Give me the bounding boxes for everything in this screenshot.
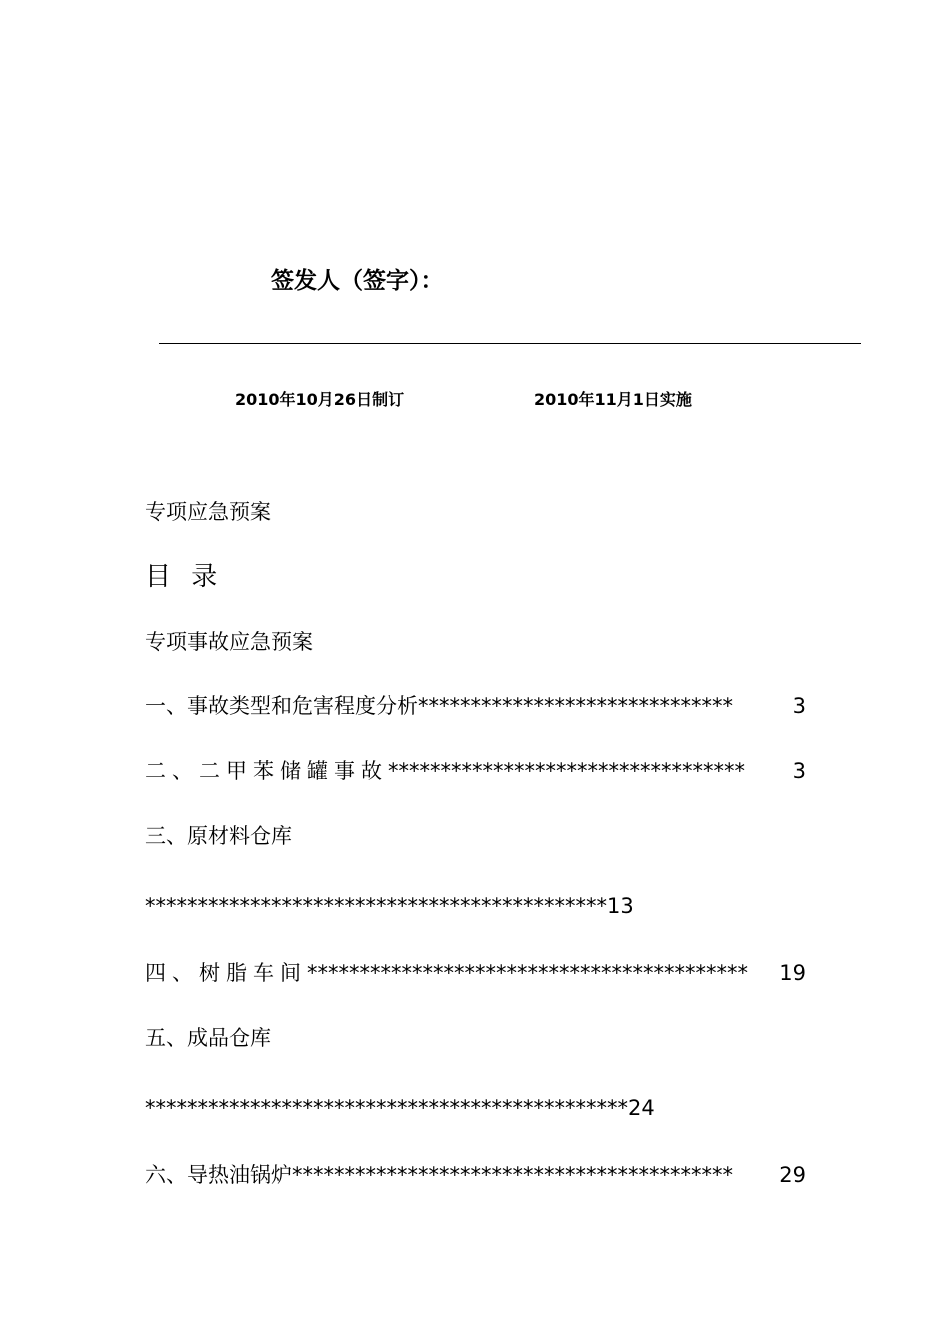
toc-item-leader: ****************************************** [292, 1163, 733, 1187]
toc-item-label[interactable]: 三、原材料仓库 [145, 824, 292, 848]
toc-item-continuation [145, 894, 634, 918]
toc-item-label: 四、树脂车间 [145, 961, 307, 985]
date-effective: 2010年11月1日实施 [534, 390, 692, 409]
toc-item-label[interactable]: 五、成品仓库 [145, 1026, 271, 1050]
toc-item-continuation [145, 1096, 655, 1120]
toc-item-label: 一、事故类型和危害程度分析 [145, 694, 418, 718]
toc-item-label: 六、导热油锅炉 [145, 1163, 292, 1187]
toc-item-page: 19 [779, 961, 806, 985]
toc-title: 目 录 [145, 562, 224, 592]
toc-item[interactable] [145, 755, 806, 785]
toc-item-page: 3 [792, 759, 806, 783]
toc-item-label: 二、二甲苯储罐事故 [145, 759, 388, 783]
toc-heading: 专项事故应急预案 [145, 630, 313, 654]
toc-item-leader: ********************************** [388, 759, 745, 783]
signature-line [159, 343, 861, 344]
toc-item[interactable] [145, 1159, 806, 1189]
toc-item-leader: ****************************************** [307, 961, 748, 985]
toc-item-leader: ******************************************** [145, 894, 607, 918]
toc-item-page: 13 [607, 894, 634, 918]
toc-item-page: 24 [628, 1096, 655, 1120]
signer-label: 签发人（签字）： [271, 268, 444, 294]
toc-item[interactable] [145, 957, 806, 987]
toc-item-leader: ********************************************** [145, 1096, 628, 1120]
toc-item-page: 29 [779, 1163, 806, 1187]
toc-item-leader: ****************************** [418, 694, 733, 718]
date-made: 2010年10月26日制订 [235, 390, 405, 409]
toc-item[interactable] [145, 690, 806, 720]
toc-item-page: 3 [792, 694, 806, 718]
document-subtitle: 专项应急预案 [145, 500, 271, 524]
